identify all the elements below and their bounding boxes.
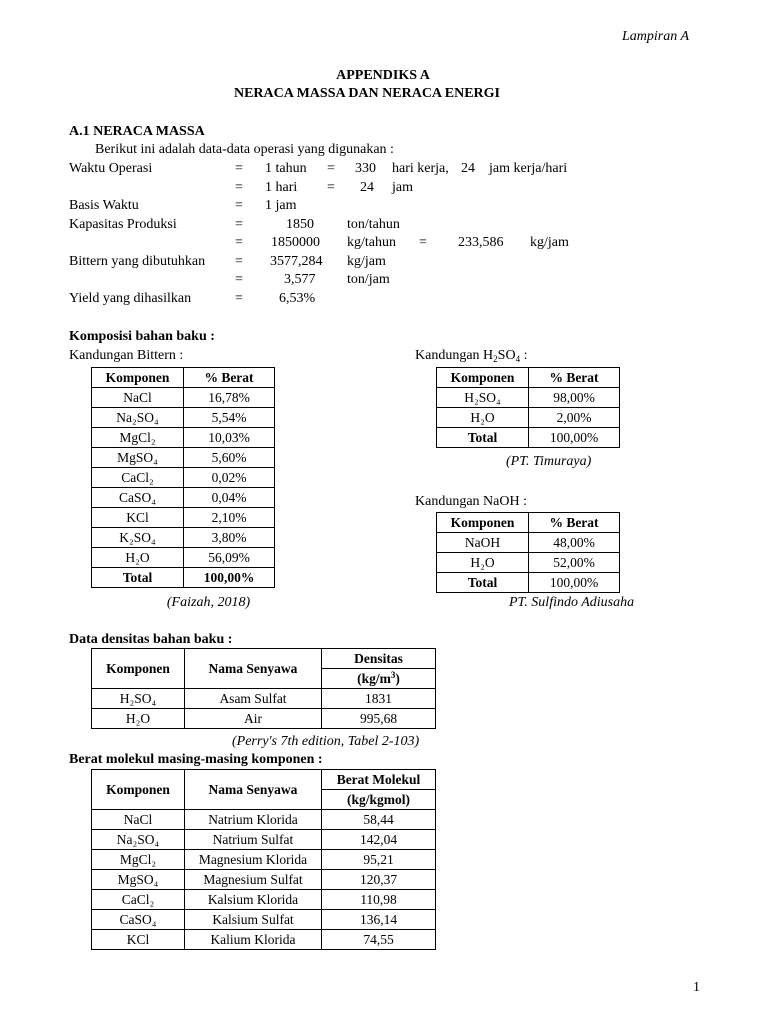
h2so4-table-body — [437, 368, 620, 448]
table-cell: CaCl₂ — [92, 468, 184, 488]
table-cell: NaOH — [437, 533, 529, 553]
kapasitas-unit-kg: kg/tahun — [347, 235, 396, 250]
table-cell: 3,80% — [184, 528, 275, 548]
w1-e: jam kerja/hari — [489, 161, 568, 176]
col-densitas-unit — [322, 669, 436, 689]
table-cell: H₂SO₄ — [92, 689, 185, 709]
eq-sign: = — [235, 291, 243, 306]
unit-sup: 3 — [390, 669, 396, 680]
table-header-row — [437, 368, 620, 388]
eq-sign: = — [419, 235, 427, 250]
h2so4-title-sub1: 2 — [493, 354, 498, 364]
naoh-table-body — [437, 513, 620, 593]
h2so4-title-sub2: 4 — [515, 354, 521, 364]
table-cell: 52,00% — [529, 553, 620, 573]
table-row — [92, 448, 275, 468]
table-cell: 2,10% — [184, 508, 275, 528]
table-header-row — [92, 770, 436, 790]
h2so4-table — [436, 367, 620, 448]
eq-sign: = — [327, 161, 335, 176]
naoh-source: PT. Sulfindo Adiusaha — [509, 595, 635, 610]
naoh-table-title: Kandungan NaOH : — [415, 494, 527, 509]
table-cell: CaSO₄ — [92, 488, 184, 508]
w2-a: 1 hari — [265, 180, 298, 195]
table-cell: Magnesium Sulfat — [185, 870, 322, 890]
w1-b: 330 — [355, 161, 376, 176]
table-row — [92, 890, 436, 910]
table-row — [437, 533, 620, 553]
col-komponen: Komponen — [92, 649, 185, 689]
table-row — [92, 408, 275, 428]
densitas-heading: Data densitas bahan baku : — [69, 632, 233, 647]
bittern-value-kg: 3577,284 — [270, 254, 323, 269]
w1-d: 24 — [461, 161, 475, 176]
page-number: 1 — [693, 980, 700, 995]
bittern-source: (Faizah, 2018) — [166, 595, 251, 610]
kapasitas-label: Kapasitas Produksi — [69, 217, 177, 232]
table-row — [92, 388, 275, 408]
table-cell: Air — [185, 709, 322, 729]
bittern-unit-ton: ton/jam — [347, 272, 390, 287]
table-cell: H₂O — [92, 548, 184, 568]
table-row — [92, 428, 275, 448]
lampiran-label: Lampiran A — [622, 29, 690, 44]
bittern-table-body — [92, 368, 275, 588]
table-row — [92, 568, 275, 588]
bittern-table-title: Kandungan Bittern : — [69, 348, 184, 363]
eq-sign: = — [235, 198, 243, 213]
naoh-table — [436, 512, 620, 593]
col-komponen: Komponen — [437, 513, 529, 533]
table-cell: Asam Sulfat — [185, 689, 322, 709]
section-heading: A.1 NERACA MASSA — [69, 124, 205, 139]
table-cell: KCl — [92, 930, 185, 950]
eq-sign: = — [235, 161, 243, 176]
table-cell: 110,98 — [322, 890, 436, 910]
eq-sign: = — [235, 180, 243, 195]
w2-b: 24 — [360, 180, 374, 195]
table-cell: NaCl — [92, 810, 185, 830]
table-row — [92, 870, 436, 890]
table-cell: H₂O — [437, 408, 529, 428]
table-cell: 98,00% — [529, 388, 620, 408]
w2-c: jam — [392, 180, 413, 195]
kapasitas-value-kg: 1850000 — [271, 235, 320, 250]
eq-sign: = — [235, 254, 243, 269]
h2so4-title-post: : — [520, 348, 528, 363]
table-cell: 56,09% — [184, 548, 275, 568]
w1-a: 1 tahun — [265, 161, 307, 176]
col-komponen: Komponen — [437, 368, 529, 388]
col-bm-unit: (kg/kgmol) — [322, 790, 436, 810]
table-cell: Natrium Sulfat — [185, 830, 322, 850]
table-cell: Magnesium Klorida — [185, 850, 322, 870]
table-row — [437, 428, 620, 448]
h2so4-table-title — [415, 347, 527, 365]
table-row — [92, 930, 436, 950]
table-cell: H₂O — [92, 709, 185, 729]
table-row — [92, 508, 275, 528]
title-line1 — [0, 67, 768, 85]
col-komponen: Komponen — [92, 368, 184, 388]
table-row — [92, 468, 275, 488]
table-cell: 142,04 — [322, 830, 436, 850]
table-cell: 0,02% — [184, 468, 275, 488]
table-cell: 95,21 — [322, 850, 436, 870]
basis-value: 1 jam — [265, 198, 297, 213]
col-bm: Berat Molekul — [322, 770, 436, 790]
table-header-row — [92, 649, 436, 669]
table-cell: 58,44 — [322, 810, 436, 830]
kapasitas-value: 1850 — [286, 217, 314, 232]
table-cell: Total — [437, 573, 529, 593]
table-cell: 74,55 — [322, 930, 436, 950]
table-row — [437, 573, 620, 593]
col-nama: Nama Senyawa — [185, 649, 322, 689]
table-cell: MgCl₂ — [92, 428, 184, 448]
bittern-value-ton: 3,577 — [284, 272, 316, 287]
col-densitas: Densitas — [322, 649, 436, 669]
table-cell: 995,68 — [322, 709, 436, 729]
table-cell: 2,00% — [529, 408, 620, 428]
table-row — [92, 910, 436, 930]
bittern-label: Bittern yang dibutuhkan — [69, 254, 206, 269]
table-row — [92, 850, 436, 870]
table-cell: MgCl₂ — [92, 850, 185, 870]
table-cell: 100,00% — [184, 568, 275, 588]
komposisi-heading: Komposisi bahan baku : — [69, 329, 215, 344]
table-cell: Kalium Klorida — [185, 930, 322, 950]
densitas-source: (Perry's 7th edition, Tabel 2-103) — [232, 734, 420, 749]
table-cell: Natrium Klorida — [185, 810, 322, 830]
yield-label: Yield yang dihasilkan — [69, 291, 192, 306]
h2so4-source: (PT. Timuraya) — [506, 454, 592, 469]
eq-sign: = — [235, 217, 243, 232]
bm-table-body — [92, 770, 436, 950]
col-komponen: Komponen — [92, 770, 185, 810]
w1-c: hari kerja, — [392, 161, 449, 176]
table-cell: Total — [92, 568, 184, 588]
kapasitas-unit: ton/tahun — [347, 217, 400, 232]
densitas-table — [91, 648, 436, 729]
table-row — [92, 810, 436, 830]
waktu-label: Waktu Operasi — [69, 161, 153, 176]
title-line2: NERACA MASSA DAN NERACA ENERGI — [233, 86, 501, 101]
table-cell: 100,00% — [529, 428, 620, 448]
table-cell: 1831 — [322, 689, 436, 709]
basis-label: Basis Waktu — [69, 198, 139, 213]
table-cell: 10,03% — [184, 428, 275, 448]
col-berat: % Berat — [529, 513, 620, 533]
col-nama: Nama Senyawa — [185, 770, 322, 810]
table-row — [437, 388, 620, 408]
unit-post: ) — [395, 670, 400, 686]
table-row — [92, 709, 436, 729]
table-row — [92, 830, 436, 850]
table-cell: 120,37 — [322, 870, 436, 890]
table-cell: 16,78% — [184, 388, 275, 408]
bittern-table — [91, 367, 275, 588]
table-row — [92, 548, 275, 568]
table-cell: NaCl — [92, 388, 184, 408]
eq-sign: = — [327, 180, 335, 195]
table-cell: Kalsium Klorida — [185, 890, 322, 910]
col-berat: % Berat — [529, 368, 620, 388]
table-cell: MgSO₄ — [92, 448, 184, 468]
section-intro: Berikut ini adalah data-data operasi yang digunakan : — [95, 142, 394, 157]
kapasitas-unit-jam: kg/jam — [530, 235, 569, 250]
table-row — [437, 408, 620, 428]
table-row — [437, 553, 620, 573]
table-row — [92, 689, 436, 709]
unit-pre: (kg/m — [357, 670, 391, 686]
h2so4-title-pre: Kandungan H — [415, 348, 494, 363]
table-row — [92, 528, 275, 548]
table-cell: Kalsium Sulfat — [185, 910, 322, 930]
table-cell: H₂O — [437, 553, 529, 573]
bittern-unit-kg: kg/jam — [347, 254, 386, 269]
table-cell: Na₂SO₄ — [92, 830, 185, 850]
densitas-table-body — [92, 649, 436, 729]
table-cell: CaSO₄ — [92, 910, 185, 930]
bm-table — [91, 769, 436, 950]
table-header-row — [92, 368, 275, 388]
table-cell: KCl — [92, 508, 184, 528]
table-cell: 0,04% — [184, 488, 275, 508]
table-cell: MgSO₄ — [92, 870, 185, 890]
table-cell: K₂SO₄ — [92, 528, 184, 548]
h2so4-title-mid: SO — [497, 348, 516, 363]
col-berat: % Berat — [184, 368, 275, 388]
table-cell: 48,00% — [529, 533, 620, 553]
eq-sign: = — [235, 272, 243, 287]
bm-heading: Berat molekul masing-masing komponen : — [69, 752, 323, 767]
table-row — [92, 488, 275, 508]
eq-sign: = — [235, 235, 243, 250]
table-cell: 100,00% — [529, 573, 620, 593]
table-cell: 5,60% — [184, 448, 275, 468]
table-cell: 5,54% — [184, 408, 275, 428]
yield-value: 6,53% — [279, 291, 316, 306]
kapasitas-value-jam: 233,586 — [458, 235, 504, 250]
table-cell: 136,14 — [322, 910, 436, 930]
table-cell: H₂SO₄ — [437, 388, 529, 408]
table-cell: Na₂SO₄ — [92, 408, 184, 428]
table-cell: Total — [437, 428, 529, 448]
title-line1-text: APPENDIKS A — [336, 68, 430, 83]
table-header-row — [437, 513, 620, 533]
table-cell: CaCl₂ — [92, 890, 185, 910]
